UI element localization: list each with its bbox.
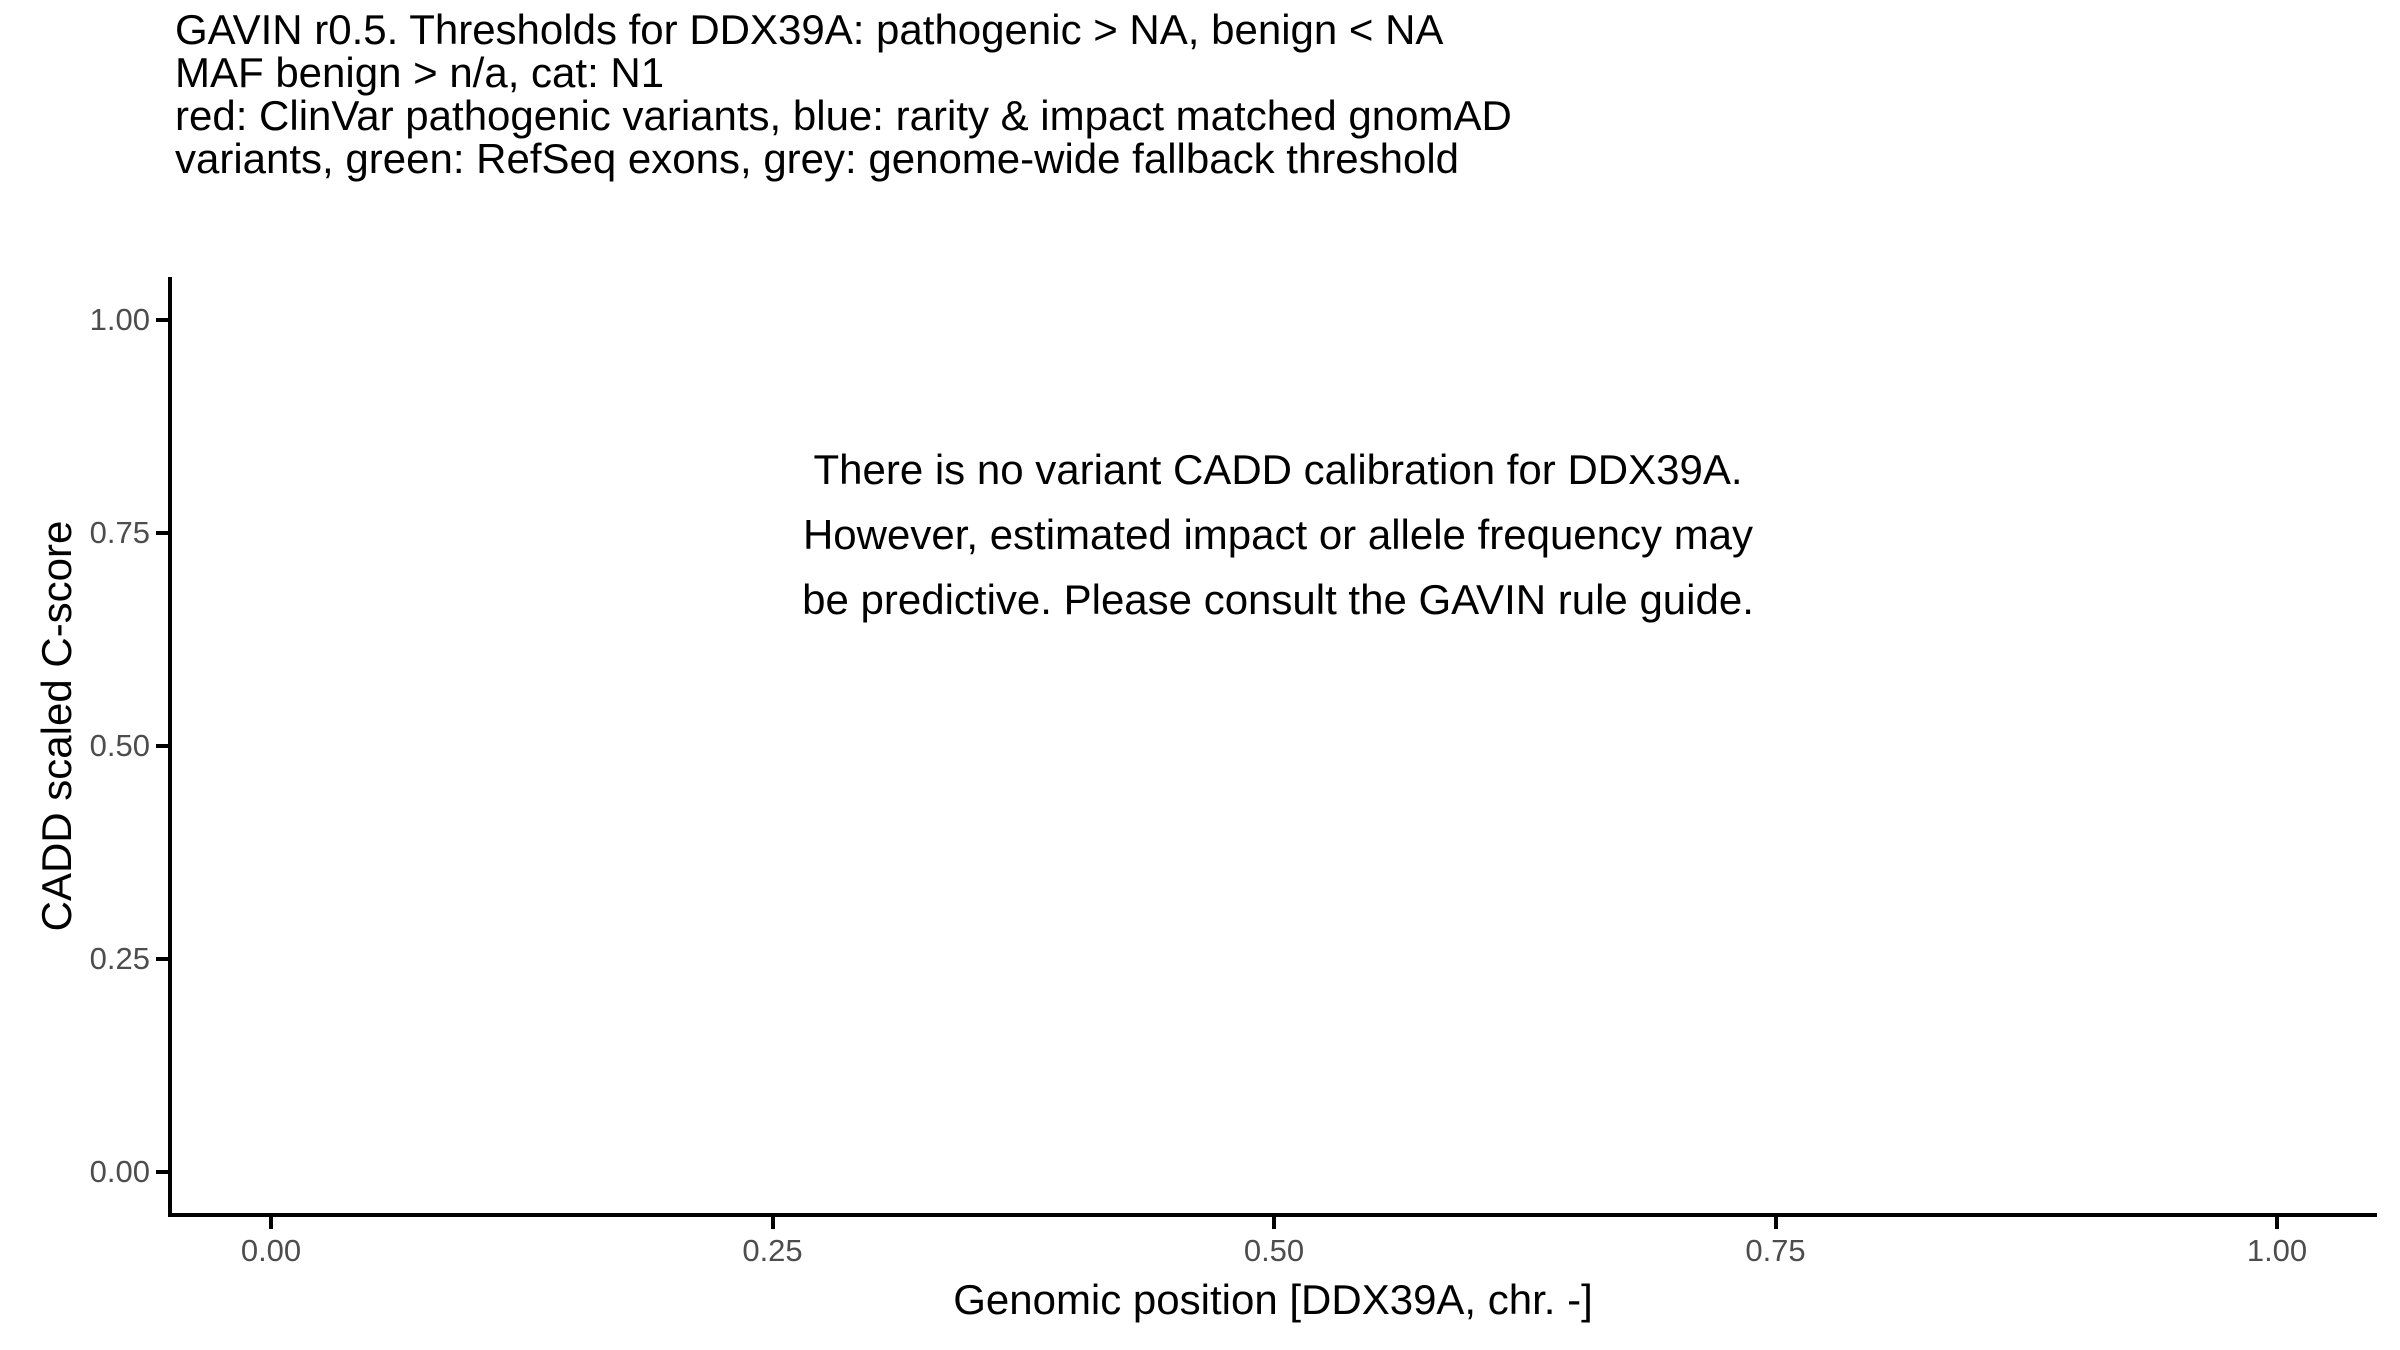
x-tick-label: 0.00 [240, 1233, 302, 1268]
x-tick-mark [1774, 1217, 1778, 1229]
chart-title [175, 8, 1512, 180]
y-tick-label: 0.25 [89, 941, 150, 976]
annotation-line-1: There is no variant CADD calibration for DDX39A. [813, 446, 1743, 493]
y-tick-mark [156, 318, 168, 322]
y-tick-label: 1.00 [89, 302, 150, 337]
x-tick-mark [1272, 1217, 1276, 1229]
x-axis-title: Genomic position [DDX39A, chr. -] [953, 1276, 1593, 1323]
y-tick-label: 0.00 [89, 1154, 150, 1189]
x-tick-mark [2275, 1217, 2279, 1229]
y-tick-mark [156, 1170, 168, 1174]
annotation-text [802, 437, 1754, 632]
chart-title-line-4: variants, green: RefSeq exons, grey: genome-wide fallback threshold [175, 135, 1460, 182]
y-tick-mark [156, 957, 168, 961]
y-tick-mark [156, 744, 168, 748]
annotation-line-3: be predictive. Please consult the GAVIN rule guide. [802, 576, 1754, 623]
y-tick-label: 0.50 [89, 728, 150, 763]
y-axis-title: CADD scaled C-score [33, 520, 80, 932]
annotation-line-2: However, estimated impact or allele frequency may [802, 511, 1754, 558]
x-tick-label: 1.00 [2246, 1233, 2308, 1268]
x-tick-mark [771, 1217, 775, 1229]
x-tick-mark [269, 1217, 273, 1229]
x-tick-label: 0.25 [742, 1233, 803, 1268]
chart-title-line-3: red: ClinVar pathogenic variants, blue: rarity & impact matched gnomAD [175, 92, 1512, 139]
chart-title-line-2: MAF benign > n/a, cat: N1 [175, 49, 665, 96]
y-tick-mark [156, 531, 168, 535]
y-axis-line [168, 277, 172, 1217]
x-tick-label: 0.75 [1745, 1233, 1806, 1268]
chart-title-line-1: GAVIN r0.5. Thresholds for DDX39A: pathogenic > NA, benign < NA [175, 6, 1444, 53]
x-tick-label: 0.50 [1243, 1233, 1305, 1268]
y-tick-label: 0.75 [89, 515, 150, 550]
